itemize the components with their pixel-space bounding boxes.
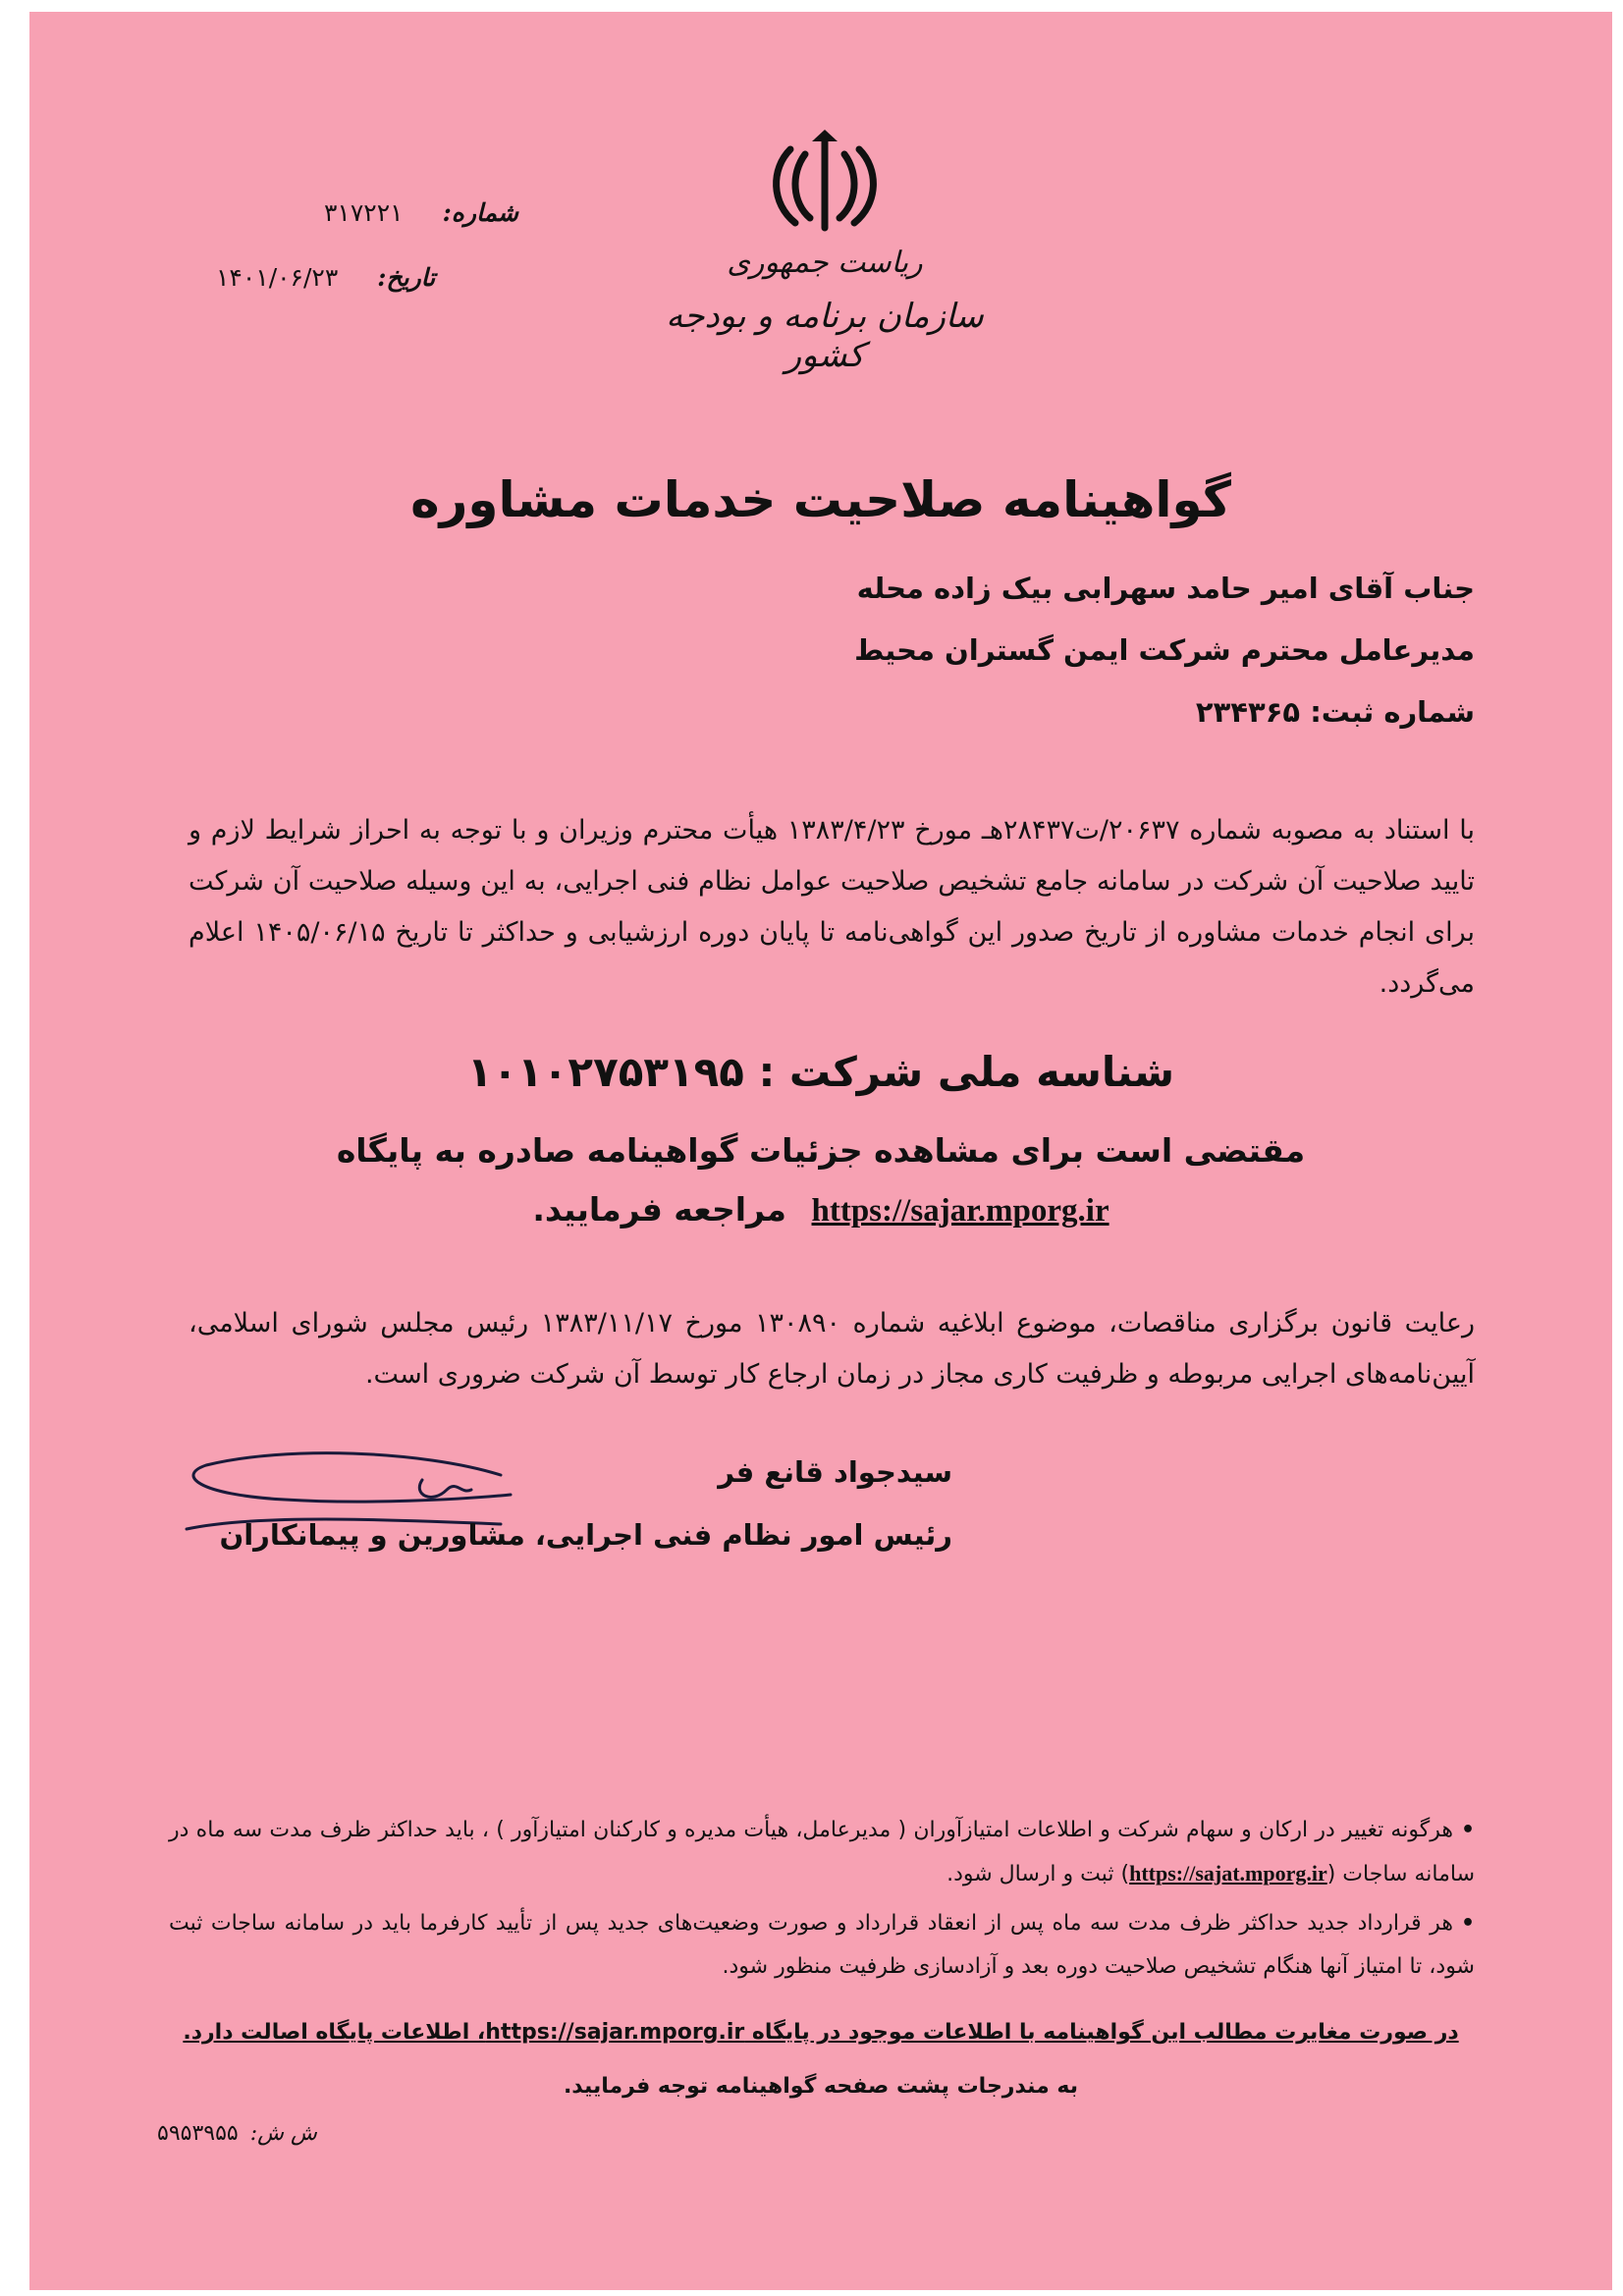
certificate-page <box>29 12 1612 2290</box>
sajat-link[interactable]: https://sajat.mporg.ir <box>1129 1861 1327 1886</box>
notice-line-1: مقتضی است برای مشاهده جزئیات گواهینامه صادره به پایگاه <box>336 1131 1306 1170</box>
list-item: •هر قرارداد جدید حداکثر ظرف مدت سه ماه پس از انعقاد قرارداد و صورت وضعیت‌های جدید پس از تأیید کارفرما باید در سامانه ساجات ثبت شود، تا امتیاز آنها هنگام تشخیص صلاحیت دوره بعد و آزادسازی ظرفیت منظور شود. <box>169 1911 1475 1979</box>
bullet-icon: • <box>1460 1911 1475 1936</box>
certificate-title: گواهینامه صلاحیت خدمات مشاوره <box>410 471 1231 528</box>
iran-emblem-icon <box>761 120 889 247</box>
serial-label: ش ش: <box>249 2121 317 2146</box>
authenticity-warning: در صورت مغایرت مطالب این گواهینامه با اطلاعات موجود در پایگاه https://sajar.mporg.ir، اطلاعات پایگاه اصالت دارد. <box>183 2020 1459 2045</box>
serial-value: ۵۹۵۳۹۵۵ <box>157 2121 239 2146</box>
number-value: ۳۱۷۲۲۱ <box>324 198 404 227</box>
registration-number: شماره ثبت: ۲۳۴۳۶۵ <box>1195 695 1475 729</box>
sajar-link[interactable]: https://sajar.mporg.ir <box>811 1193 1109 1229</box>
organization-line-2: سازمان برنامه و بودجه کشور <box>666 297 984 375</box>
national-id: شناسه ملی شرکت : ۱۰۱۰۲۷۵۳۱۹۵ <box>466 1048 1175 1096</box>
signatory-name: سیدجواد قانع فر <box>718 1455 952 1489</box>
letter-number <box>324 198 518 227</box>
back-page-note: به مندرجات پشت صفحه گواهینامه توجه فرمایید. <box>563 2074 1079 2099</box>
letter-date <box>216 263 435 292</box>
bullet-icon: • <box>1460 1818 1475 1842</box>
number-label: شماره: <box>442 198 518 227</box>
organization-line-1: ریاست جمهوری <box>727 246 923 280</box>
serial-number <box>157 2121 317 2146</box>
signature-block <box>167 1455 952 1593</box>
notice-line-2 <box>29 1190 1612 1230</box>
footer-notes <box>169 1809 1475 1995</box>
notice-suffix: مراجعه فرمایید. <box>532 1190 786 1229</box>
date-label: تاریخ: <box>377 263 436 292</box>
signatory-role: رئیس امور نظام فنی اجرایی، مشاورین و پیمانکاران <box>219 1518 952 1552</box>
list-item: •هرگونه تغییر در ارکان و سهام شرکت و اطلاعات امتیازآوران ( مدیرعامل، هیأت مدیره و کارکنان امتیازآور ) ، باید حداکثر ظرف مدت سه ماه در سامانه ساجات (https://sajat.mporg.ir) ثبت و ارسال شود. <box>169 1818 1475 1886</box>
body-paragraph-2: رعایت قانون برگزاری مناقصات، موضوع ابلاغیه شماره ۱۳۰۸۹۰ مورخ ۱۳۸۳/۱۱/۱۷ رئیس مجلس شورای اسلامی، آیین‌نامه‌های اجرایی مربوطه و ظرفیت کاری مجاز در زمان ارجاع کار توسط آن شرکت ضروری است. <box>189 1308 1475 1390</box>
addressee-name: جناب آقای امیر حامد سهرابی بیک زاده محله <box>856 572 1475 605</box>
handwritten-signature <box>167 1446 520 1573</box>
date-value: ۱۴۰۱/۰۶/۲۳ <box>216 263 339 292</box>
body-paragraph-1: با استناد به مصوبه شماره ۲۰۶۳۷/ت۲۸۴۳۷هـ مورخ ۱۳۸۳/۴/۲۳ هیأت محترم وزیران و با توجه به احراز شرایط لازم و تایید صلاحیت آن شرکت در سامانه جامع تشخیص صلاحیت عوامل نظام فنی اجرایی، به این وسیله صلاحیت آن شرکت برای انجام خدمات مشاوره از تاریخ صدور این گواهی‌نامه تا پایان دوره ارزشیابی و حداکثر تا تاریخ ۱۴۰۵/۰۶/۱۵ اعلام می‌گردد. <box>189 815 1475 999</box>
addressee-position: مدیرعامل محترم شرکت ایمن گستران محیط <box>854 633 1475 667</box>
